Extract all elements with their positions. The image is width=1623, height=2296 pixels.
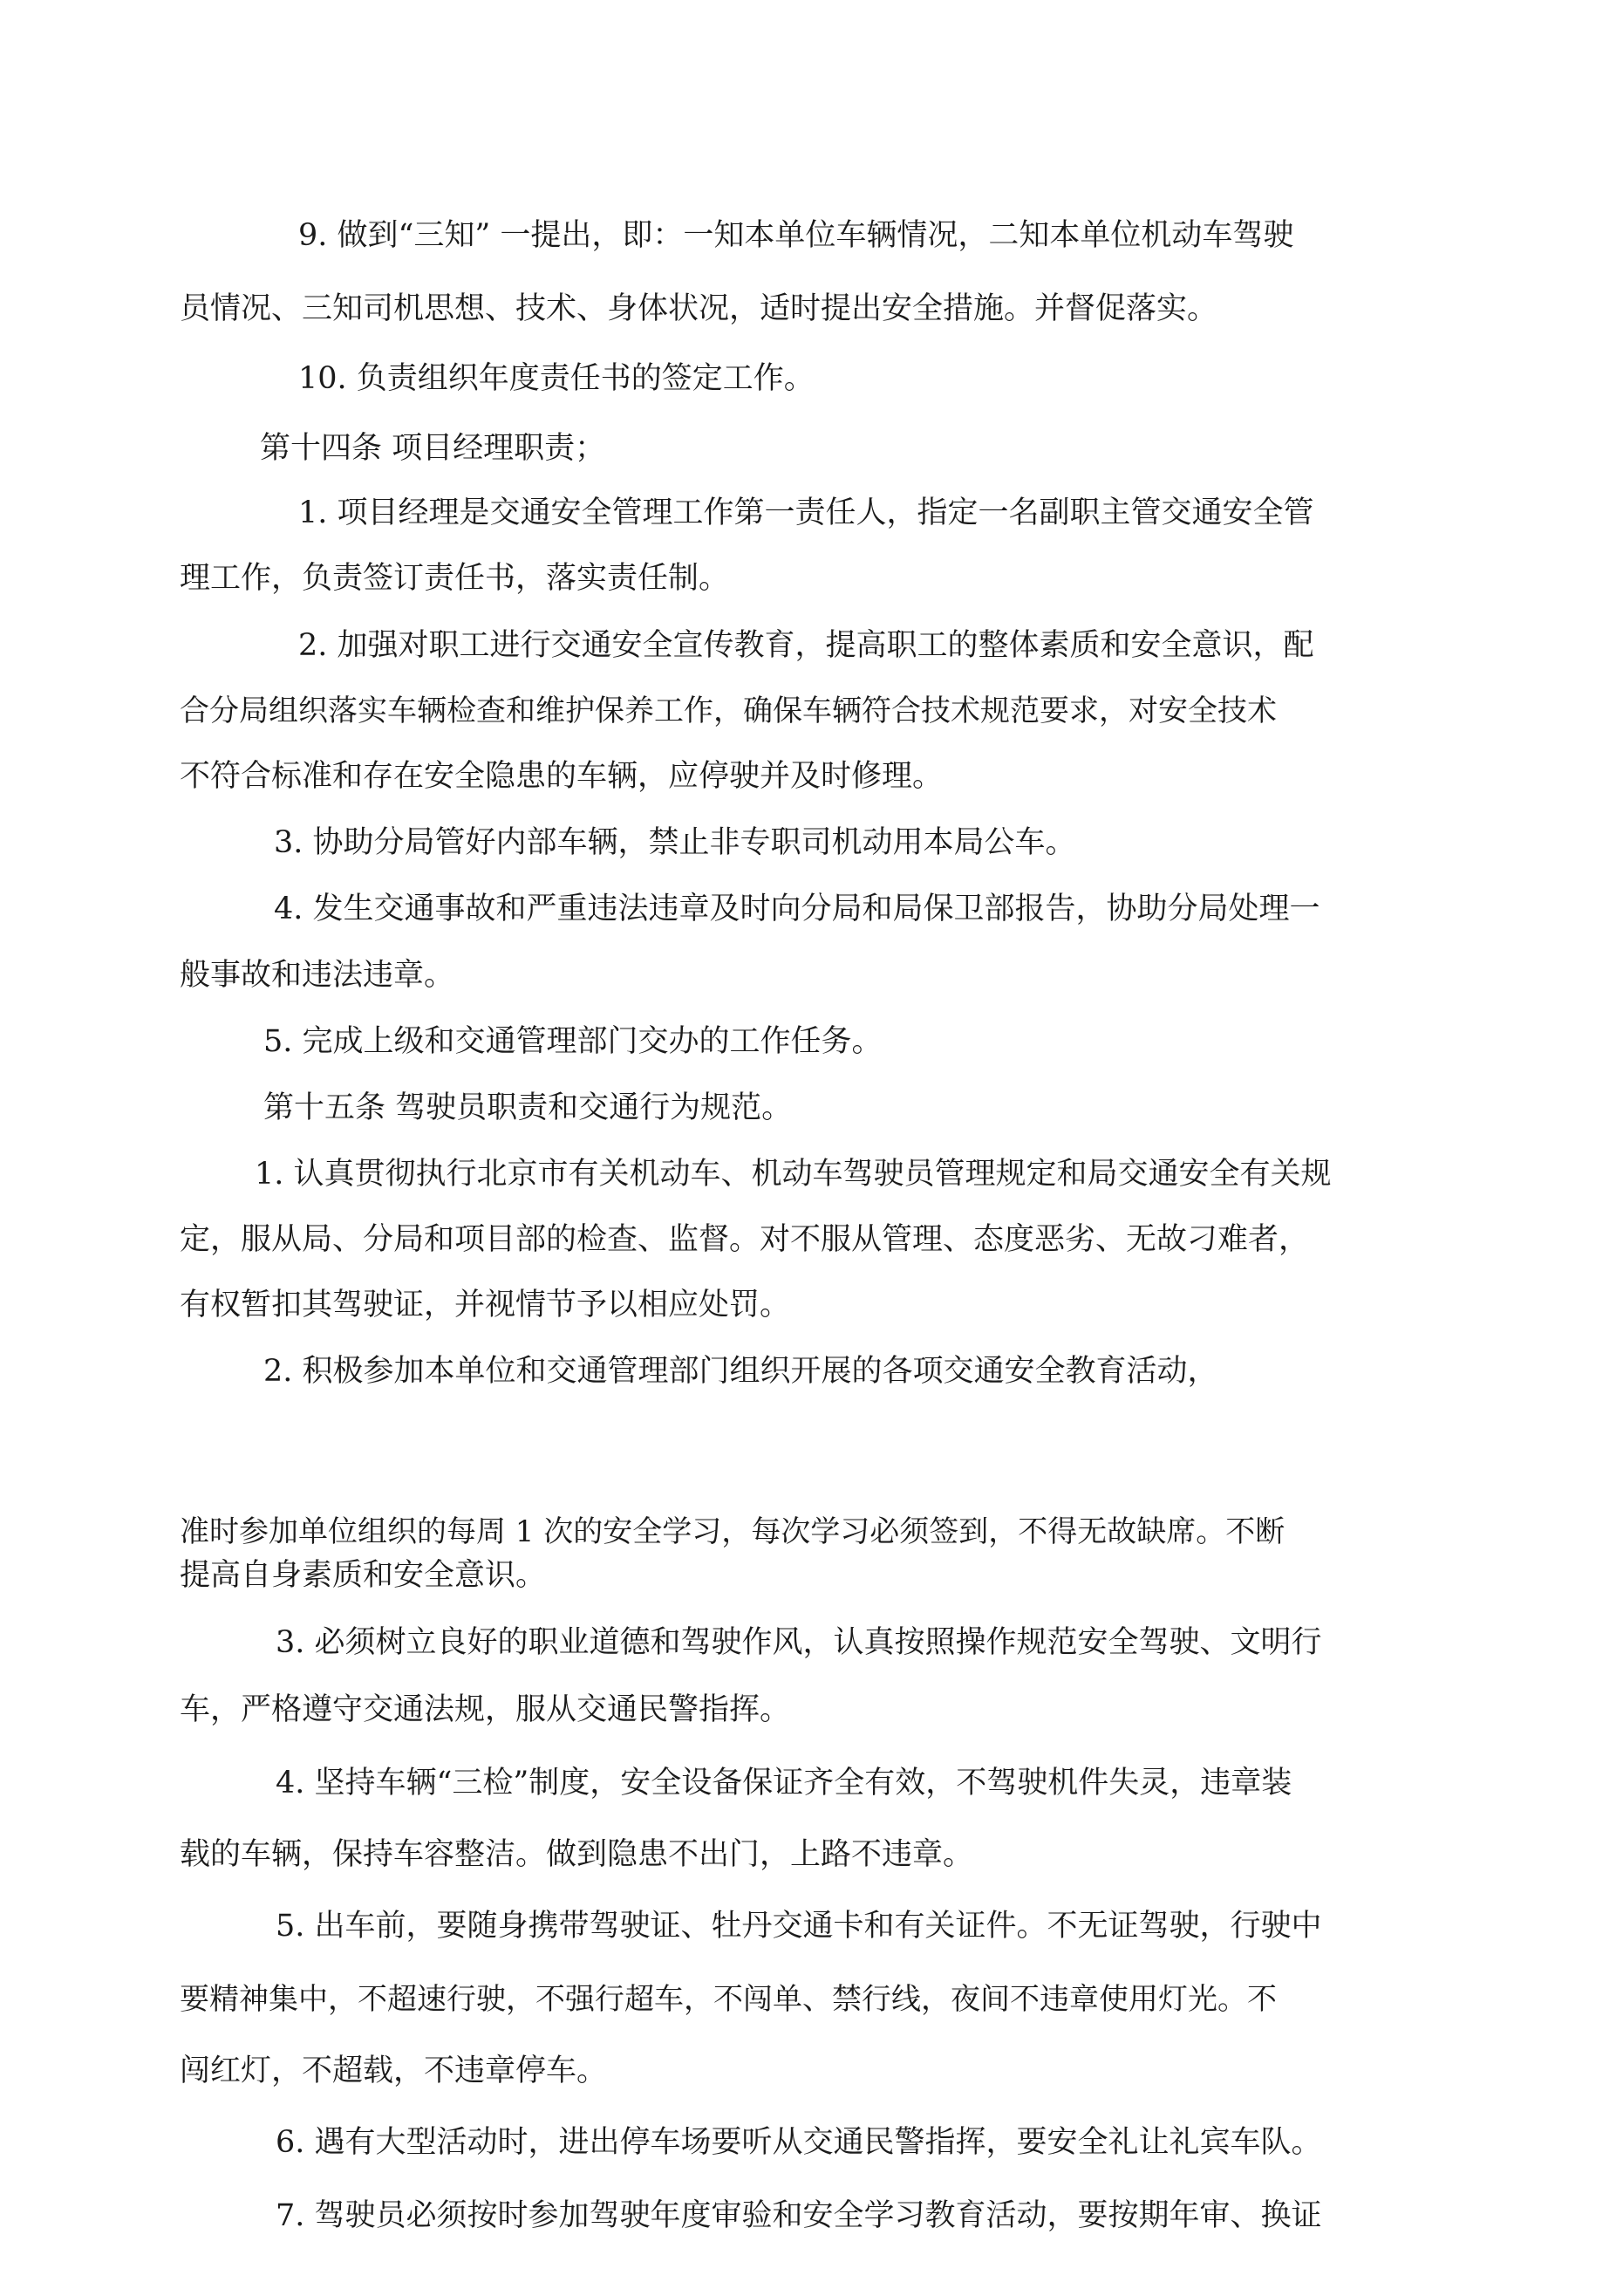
text-line: 6. 遇有大型活动时，进出停车场要听从交通民警指挥，要安全礼让礼宾车队。 <box>276 2125 1322 2160</box>
text-line: 车，严格遵守交通法规，服从交通民警指挥。 <box>180 1692 791 1727</box>
text-line: 有权暂扣其驾驶证，并视情节予以相应处罚。 <box>180 1288 791 1322</box>
text-line: 5. 出车前，要随身携带驾驶证、牡丹交通卡和有关证件。不无证驾驶，行驶中 <box>276 1909 1322 1944</box>
text-line: 10. 负责组织年度责任书的签定工作。 <box>298 361 815 396</box>
text-line: 5. 完成上级和交通管理部门交办的工作任务。 <box>263 1024 883 1059</box>
text-line: 闯红灯，不超载，不违章停车。 <box>180 2053 608 2088</box>
text-line: 2. 加强对职工进行交通安全宣传教育，提高职工的整体素质和安全意识，配 <box>298 628 1314 663</box>
text-line: 1. 认真贯彻执行北京市有关机动车、机动车驾驶员管理规定和局交通安全有关规 <box>255 1157 1332 1192</box>
text-line: 员情况、三知司机思想、技术、身体状况，适时提出安全措施。并督促落实。 <box>180 291 1218 326</box>
text-line: 3. 必须树立良好的职业道德和驾驶作风，认真按照操作规范安全驾驶、文明行 <box>276 1625 1322 1660</box>
section-heading: 第十五条 驾驶员职责和交通行为规范。 <box>263 1090 793 1125</box>
text-line: 4. 发生交通事故和严重违法违章及时向分局和局保卫部报告，协助分局处理一 <box>274 892 1320 926</box>
text-line: 载的车辆，保持车容整洁。做到隐患不出门，上路不违章。 <box>180 1837 974 1872</box>
text-line: 定，服从局、分局和项目部的检查、监督。对不服从管理、态度恶劣、无故刁难者， <box>180 1222 1310 1257</box>
text-line: 准时参加单位组织的每周 1 次的安全学习，每次学习必须签到，不得无故缺席。不断 <box>180 1514 1285 1549</box>
text-line: 不符合标准和存在安全隐患的车辆，应停驶并及时修理。 <box>180 759 944 794</box>
text-line: 3. 协助分局管好内部车辆，禁止非专职司机动用本局公车。 <box>274 825 1076 860</box>
text-line: 4. 坚持车辆“三检”制度，安全设备保证齐全有效，不驾驶机件失灵，违章装 <box>276 1766 1292 1801</box>
text-line: 要精神集中，不超速行驶，不强行超车，不闯单、禁行线，夜间不违章使用灯光。不 <box>180 1982 1277 2017</box>
text-line: 2. 积极参加本单位和交通管理部门组织开展的各项交通安全教育活动， <box>263 1354 1218 1389</box>
section-heading: 第十四条 项目经理职责； <box>260 431 606 466</box>
text-line: 7. 驾驶员必须按时参加驾驶年度审验和安全学习教育活动，要按期年审、换证 <box>276 2198 1322 2233</box>
text-line: 提高自身素质和安全意识。 <box>180 1558 547 1593</box>
text-line: 理工作，负责签订责任书，落实责任制。 <box>180 561 730 596</box>
text-line: 合分局组织落实车辆检查和维护保养工作，确保车辆符合技术规范要求，对安全技术 <box>180 694 1277 728</box>
text-line: 般事故和违法违章。 <box>180 958 455 993</box>
text-line: 1. 项目经理是交通安全管理工作第一责任人，指定一名副职主管交通安全管 <box>298 495 1314 530</box>
text-line: 9. 做到“三知” 一提出，即：一知本单位车辆情况，二知本单位机动车驾驶 <box>298 218 1294 253</box>
